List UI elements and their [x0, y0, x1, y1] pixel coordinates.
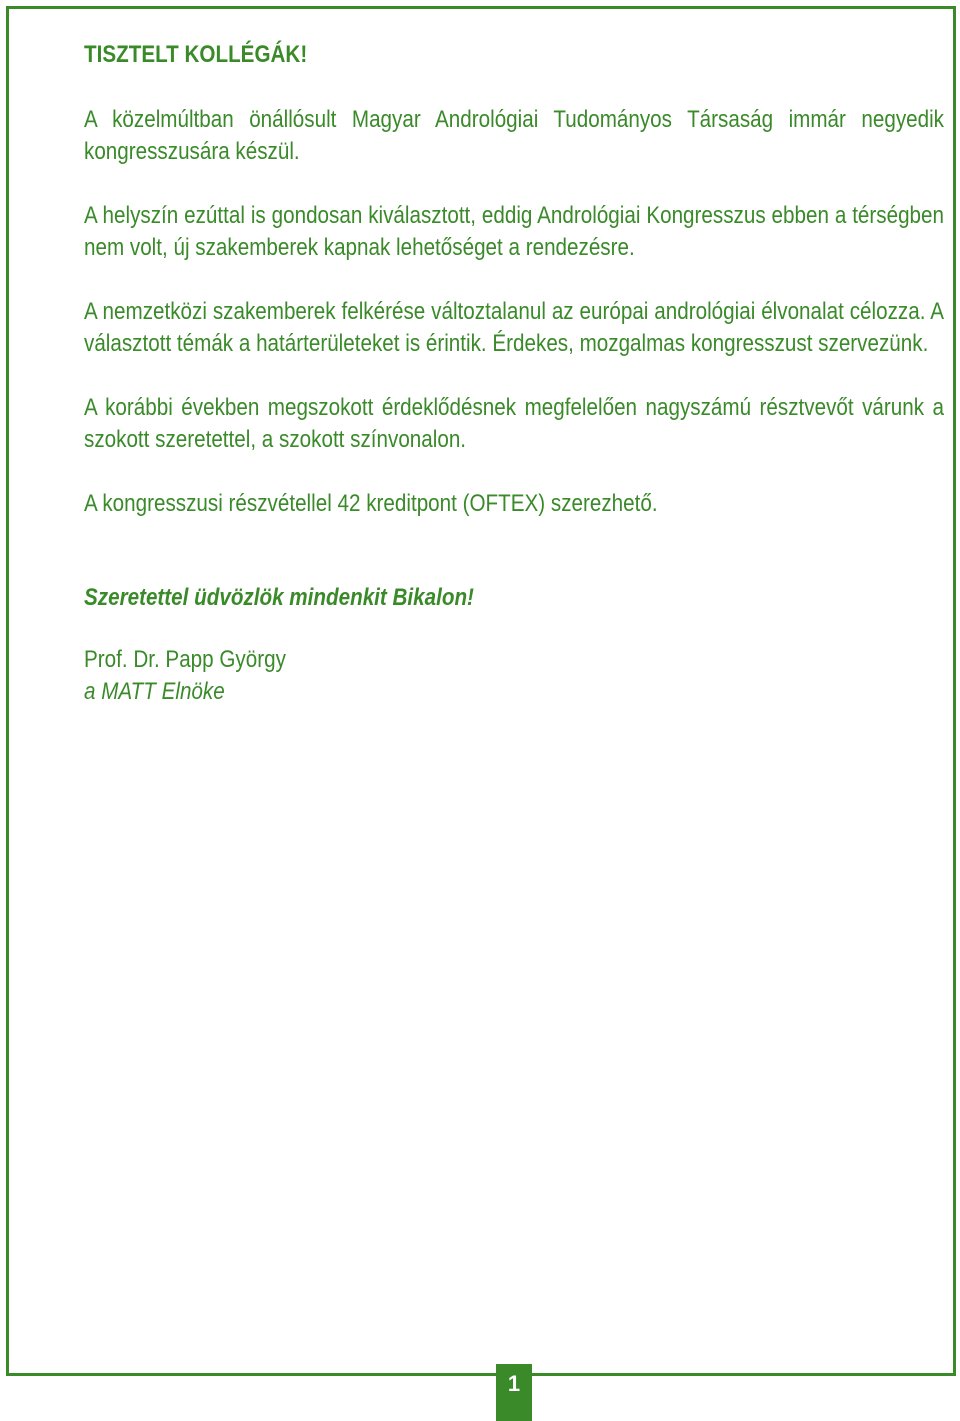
signature-name: Prof. Dr. Papp György: [84, 646, 286, 673]
paragraph-intro: A közelmúltban önállósult Magyar Andrológiai Tudományos Társaság immár negyedik kongresszusára készül.: [84, 106, 944, 165]
closing-greeting: Szeretettel üdvözlök mindenkit Bikalon!: [84, 584, 474, 611]
paragraph-credits: A kongresszusi részvétellel 42 kreditpont (OFTEX) szerezhető.: [84, 490, 658, 517]
page-number-badge: 1: [496, 1364, 532, 1421]
paragraph-attendance: A korábbi években megszokott érdeklődésnek megfelelően nagyszámú résztvevőt várunk a szokott szeretettel, a szokott színvonalon.: [84, 394, 944, 453]
letter-body: [84, 38, 944, 708]
paragraph-speakers: A nemzetközi szakemberek felkérése változtalanul az európai andrológiai élvonalat célozza. A választott témák a határterületeket is érintik. Érdekes, mozgalmas kongresszust szervezünk.: [84, 298, 944, 357]
signature-role: a MATT Elnöke: [84, 678, 225, 705]
letter-title: TISZTELT KOLLÉGÁK!: [84, 41, 308, 68]
paragraph-venue: A helyszín ezúttal is gondosan kiválasztott, eddig Andrológiai Kongresszus ebben a térségben nem volt, új szakemberek kapnak lehetőséget a rendezésre.: [84, 202, 944, 261]
